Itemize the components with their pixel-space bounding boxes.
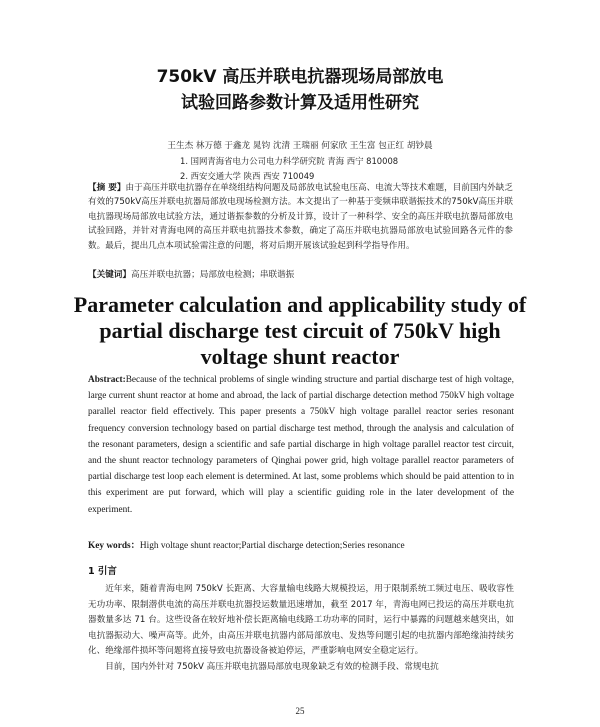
abstract-cn-label: 【摘 要】 <box>88 183 126 193</box>
authors: 王生杰 林万德 于鑫龙 晁钧 沈清 王瑞丽 何家欣 王生富 包正红 胡钞晨 <box>167 141 433 151</box>
abstract-en-text: Because of the technical problems of single winding structure and partial discharge test of high voltage, large current shunt reactor at home and abroad, the lack of partial discharge detection method 750kV high voltage parallel reactor field effectively. This paper presents a 750kV high voltage parallel reactor series resonant frequency conversion technology based on partial discharge test method, through the analysis and calculation of the resonant parameters, design a scientific and safe partial discharge in high voltage parallel reactor test circuit, and the shunt reactor technology parameters of Qinghai power grid, high voltage parallel reactor parameters of partial discharge test loop each element is determined. At last, some problems which should be paid attention to in this experiment are put forward, which will play a scientific guiding role in the later development of the experiment. <box>88 375 514 515</box>
affiliation-2: 2. 西安交通大学 陕西 西安 710049 <box>180 171 315 181</box>
abstract-en <box>88 372 514 518</box>
abstract-cn-text: 由于高压并联电抗器存在单绕组结构问题及局部放电试验电压高、电流大等技术难题，目前国内外缺乏有效的750kV高压并联电抗器局部放电现场检测方法。本文提出了一种基于变频串联谐振技术的750kV高压并联电抗器现场局部放电试验方法，通过谐振参数的分析及计算，设计了一种科学、安全的高压并联电抗器局部放电试验回路，并针对青海电网的高压并联电抗器技术参数，确定了高压并联电抗器局部放电试验回路各元件的参数。最后，提出几点本项试验需注意的问题，将对后期开展该试验起到科学指导作用。 <box>88 183 513 251</box>
title-en-line-1: Parameter calculation and applicability study of <box>73 292 527 317</box>
affiliation-1: 1. 国网青海省电力公司电力科学研究院 青海 西宁 810008 <box>180 156 399 166</box>
body-paragraph: 目前，国内外针对 750kV 高压并联电抗器局部放电现象缺乏有效的检测手段、常规电抗 <box>105 661 439 672</box>
abstract-en-label: Abstract: <box>88 375 126 385</box>
keywords-cn-text: 高压并联电抗器；局部放电检测；串联谐振 <box>130 270 295 280</box>
keywords-en-text: High voltage shunt reactor;Partial discharge detection;Series resonance <box>139 541 405 551</box>
keywords-cn-label: 【关键词】 <box>88 270 131 280</box>
abstract-cn <box>88 181 513 253</box>
page-number: 25 <box>295 706 305 716</box>
title-cn-line-1: 750kV 高压并联电抗器现场局部放电 <box>156 67 444 87</box>
keywords-en-label: Key words： <box>88 541 140 551</box>
title-cn-line-2: 试验回路参数计算及适用性研究 <box>181 93 419 113</box>
body-text <box>88 582 514 676</box>
keywords-en <box>88 537 514 551</box>
keywords-cn <box>88 268 513 280</box>
title-en-line-2: partial discharge test circuit of 750kV high <box>99 318 501 343</box>
title-en-line-3: voltage shunt reactor <box>200 344 400 369</box>
section-heading: 1 引言 <box>88 566 117 577</box>
body-paragraph: 近年来，随着青海电网 750kV 长距离、大容量输电线路大规模投运，用于限制系统工频过电压、吸收容性无功功率、限制潜供电流的高压并联电抗器投运数量迅速增加，截至 2017 年，青海电网已投运的高压并联电抗器数量多达 71 台。这些设备在较好地补偿长距离输电线路工功功率的同时，运行中暴露的问题越来越突出，如电抗器振动大、噪声高等。此外，由高压并联电抗器内部局部放电、发热等问题引起的电抗器内部绝缘油持续劣化、绝缘部件损坏等问题将直接导致电抗器设备被迫停运，严重影响电网安全稳定运行。 <box>88 584 514 657</box>
